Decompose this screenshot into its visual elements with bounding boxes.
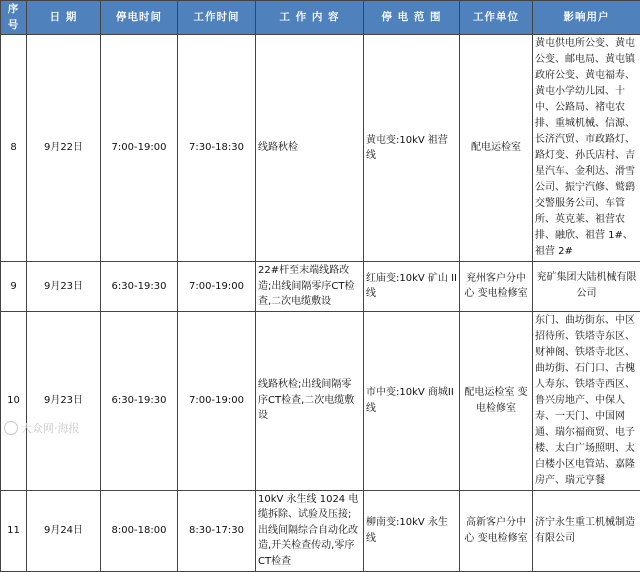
- row-work-time: 7:00-19:00: [178, 262, 256, 312]
- row-users: 兖矿集团大陆机械有限公司: [533, 262, 640, 312]
- row-date: 9月24日: [27, 490, 101, 571]
- row-outage-time: 6:30-19:30: [101, 262, 178, 312]
- header-range: 停 电 范 围: [364, 1, 460, 35]
- table-row: [1, 262, 640, 312]
- row-unit: 配电运检室 变电检修室: [460, 311, 533, 490]
- row-outage-time: 8:00-18:00: [101, 490, 178, 571]
- header-no: 序号: [1, 1, 27, 35]
- header-work-time: 工作时间: [178, 1, 256, 35]
- row-work-time: 7:30-18:30: [178, 35, 256, 262]
- row-outage-time: 6:30-19:30: [101, 311, 178, 490]
- row-content: 22#杆至末端线路改造;出线间隔零序CT检查,二次电缆敷设: [256, 262, 364, 312]
- row-content: 线路秋检: [256, 35, 364, 262]
- table-row: [1, 35, 640, 262]
- row-no: 9: [1, 262, 27, 312]
- row-unit: 兖州客户分中心 变电检修室: [460, 262, 533, 312]
- row-no: 8: [1, 35, 27, 262]
- row-range: 黄屯变:10kV 祖营线: [364, 35, 460, 262]
- row-unit: 高新客户分中心 变电检修室: [460, 490, 533, 571]
- row-users: 东门、曲坊街东、中区招待所、铁塔寺东区、财神阁、铁塔寺北区、曲坊街、石门口、古槐人寿东、铁塔寺西区、鲁兴房地产、中保人寿、一天门、中国网通、瑞尔福商贸、电子楼、太白广场照明、太白楼小区电管站、嘉隆房产、瑞元亨餐: [533, 311, 640, 490]
- row-users: 黄屯供电所公变、黄屯公变、邮电局、黄屯镇政府公变、黄屯福寿、黄屯小学幼儿园、十中、公路局、褚屯农排、重城机械、信源、长济汽贸、市政路灯、路灯变、孙氏店村、吉星汽车、金利达、滑雪公司、振宁汽修、鹫鹞交警服务公司、车管所、英克莱、祖营农排、融欣、祖营 1#、祖营 2#: [533, 35, 640, 262]
- row-range: 红庙变:10kV 矿山 II线: [364, 262, 460, 312]
- header-users: 影响用户: [533, 1, 640, 35]
- row-content: 10kV 永生线 1024 电缆拆除、试验及压接;出线间隔综合自动化改造,开关检查传动,零序CT检查: [256, 490, 364, 571]
- table-row: [1, 311, 640, 490]
- row-range: 市中变:10kV 商城II线: [364, 311, 460, 490]
- table-row: [1, 490, 640, 571]
- header-date: 日 期: [27, 1, 101, 35]
- row-date: 9月23日: [27, 262, 101, 312]
- header-outage-time: 停电时间: [101, 1, 178, 35]
- watermark-logo-icon: [4, 421, 18, 435]
- row-work-time: 8:30-17:30: [178, 490, 256, 571]
- row-no: 10: [1, 311, 27, 490]
- header-content: 工 作 内 容: [256, 1, 364, 35]
- row-no: 11: [1, 490, 27, 571]
- row-users: 济宁永生重工机械制造有限公司: [533, 490, 640, 571]
- row-outage-time: 7:00-19:00: [101, 35, 178, 262]
- row-work-time: 7:00-19:00: [178, 311, 256, 490]
- row-date: 9月22日: [27, 35, 101, 262]
- row-unit: 配电运检室: [460, 35, 533, 262]
- header-unit: 工作单位: [460, 1, 533, 35]
- row-range: 柳南变:10kV 永生线: [364, 490, 460, 571]
- header-row: [1, 1, 640, 35]
- row-content: 线路秋检;出线间隔零序CT检查,二次电缆敷设: [256, 311, 364, 490]
- watermark-text: 大众网·海报: [21, 420, 80, 436]
- watermark: [4, 420, 80, 436]
- row-date: 9月23日: [27, 311, 101, 490]
